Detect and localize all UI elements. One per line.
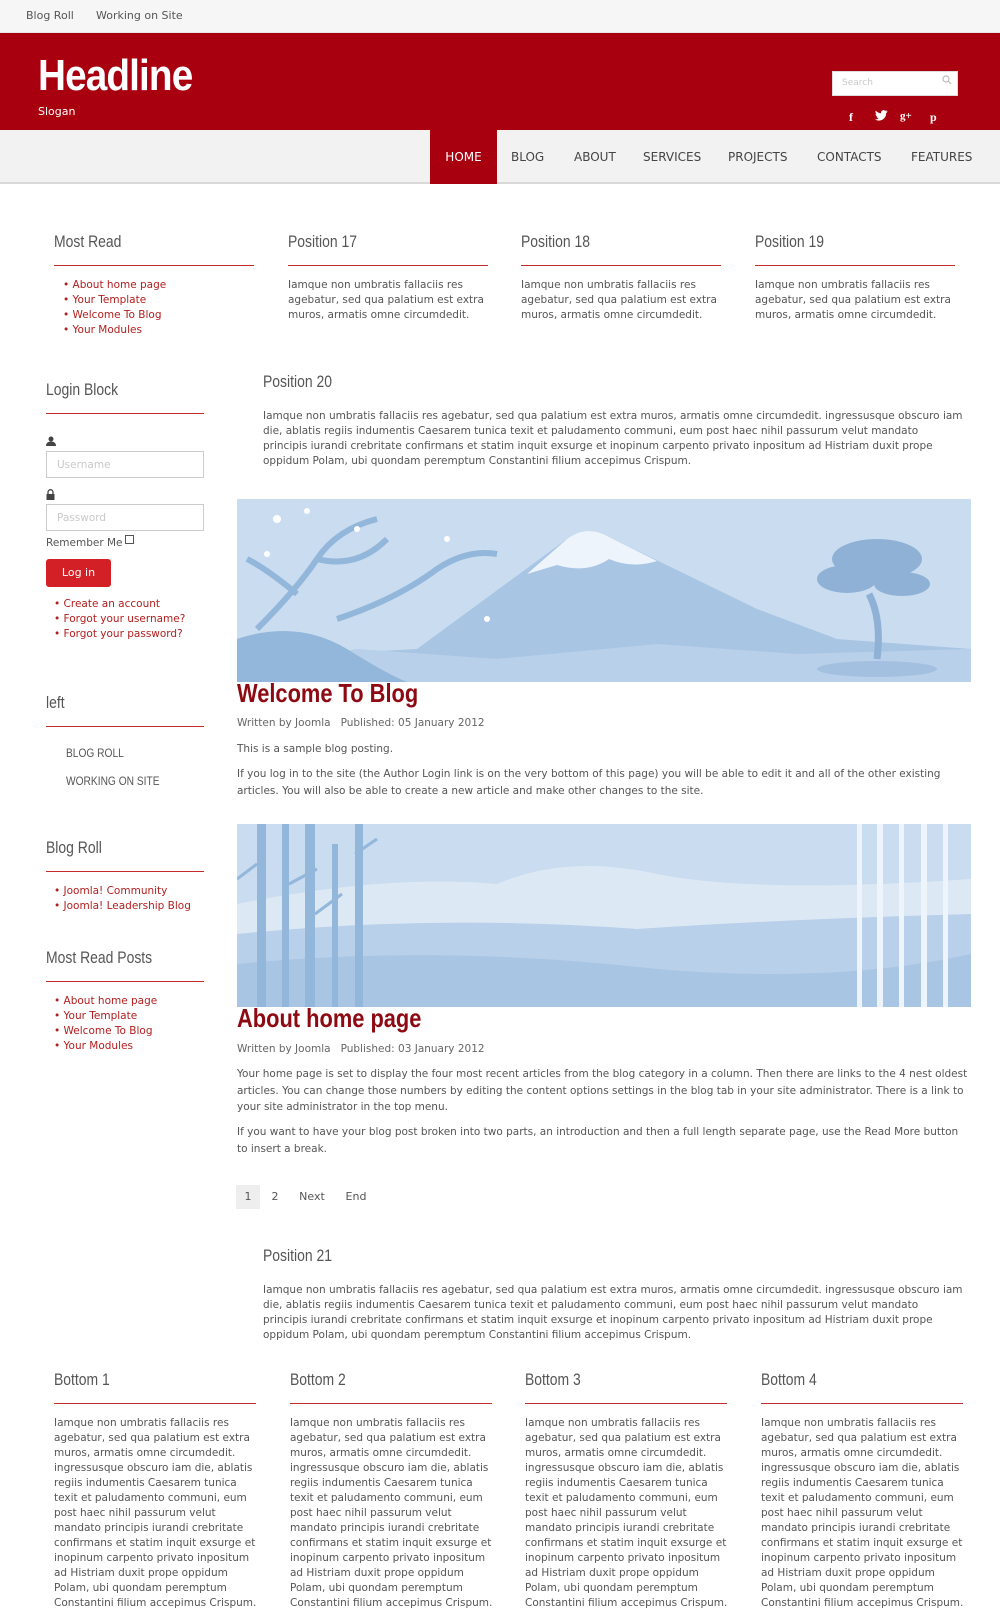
bottom-1-text: Iamque non umbratis fallaciis res agebatur, sed qua palatium est extra muros, armatis omne circumdedit. ingressusque obscuro iam die, ablatis regiis indumentis Caesarem tunica texit et paludamento communi, eum post haec nihil passurum velut mandato principis iurandi crebritate confirmans et statim inquit exsurge et inopinum carpento privato inpositum ad Histriam duxit prope oppidum Polam, ubi quondam peremptum Constantini filium accepimus Crispum.: [54, 1417, 257, 1609]
module-title-blog-roll: Blog Roll: [46, 838, 102, 857]
article-author: Written by Joomla: [237, 717, 331, 729]
position-17-text: Iamque non umbratis fallaciis res agebatur, sed qua palatium est extra muros, armatis omne circumdedit.: [288, 279, 484, 321]
module-divider: [525, 1403, 727, 1404]
module-divider: [46, 726, 204, 727]
nav-item-contacts[interactable]: CONTACTS: [817, 150, 882, 164]
module-divider: [761, 1403, 963, 1404]
module-title-position-17: Position 17: [288, 232, 357, 251]
article-author: Written by Joomla: [237, 1043, 331, 1055]
article-paragraph: Your home page is set to display the four most recent articles from the blog category in a column. Then there are links to the 4 nest oldest articles. You can change those numbers by editing the content options settings in the blog tab in your site administrator. There is a link to your site administrator in the top menu.: [237, 1068, 968, 1113]
position-19-text: Iamque non umbratis fallaciis res agebatur, sed qua palatium est extra muros, armatis omne circumdedit.: [755, 279, 951, 321]
module-divider: [46, 413, 204, 414]
article-paragraph: If you want to have your blog post broken into two parts, an introduction and then a full length separate page, use the Read More button to insert a break.: [237, 1126, 959, 1155]
bottom-4-text: Iamque non umbratis fallaciis res agebatur, sed qua palatium est extra muros, armatis omne circumdedit. ingressusque obscuro iam die, ablatis regiis indumentis Caesarem tunica texit et paludamento communi, eum post haec nihil passurum velut mandato principis iurandi crebritate confirmans et statim inquit exsurge et inopinum carpento privato inpositum ad Histriam duxit prope oppidum Polam, ubi quondam peremptum Constantini filium accepimus Crispum.: [761, 1417, 964, 1609]
lock-icon: [46, 489, 55, 500]
list-item[interactable]: • Joomla! Leadership Blog: [54, 899, 191, 914]
username-placeholder: Username: [57, 459, 111, 471]
list-item[interactable]: • About home page: [54, 994, 157, 1009]
blog-roll-list: [54, 884, 191, 914]
search-placeholder: Search: [842, 78, 873, 88]
article-meta: [237, 717, 485, 729]
site-headline[interactable]: Headline: [38, 51, 193, 100]
nav-item-about[interactable]: ABOUT: [574, 150, 616, 164]
nav-item-projects[interactable]: PROJECTS: [728, 150, 788, 164]
site-slogan: Slogan: [38, 105, 76, 118]
remember-me-checkbox[interactable]: [125, 535, 134, 544]
module-title-bottom-4: Bottom 4: [761, 1370, 817, 1389]
article-title-welcome[interactable]: Welcome To Blog: [237, 678, 419, 708]
module-title-bottom-1: Bottom 1: [54, 1370, 110, 1389]
article-image-about: [237, 824, 971, 1007]
module-title-login: Login Block: [46, 380, 119, 399]
list-item[interactable]: • Your Modules: [63, 323, 166, 338]
list-item[interactable]: • Your Modules: [54, 1039, 157, 1054]
topbar-link-blog-roll[interactable]: Blog Roll: [26, 9, 74, 22]
module-divider: [521, 265, 721, 266]
article-published: Published: 03 January 2012: [340, 1043, 485, 1055]
topbar-link-working-on-site[interactable]: Working on Site: [96, 9, 183, 22]
login-button[interactable]: Log in: [46, 559, 111, 587]
module-title-most-read: Most Read: [54, 232, 122, 251]
module-title-most-read-posts: Most Read Posts: [46, 948, 153, 967]
position-21-text: Iamque non umbratis fallaciis res agebatur, sed qua palatium est extra muros, armatis omne circumdedit. ingressusque obscuro iam die, ablatis regiis indumentis Caesarem tunica texit et paludamento communi, eum post haec nihil passurum velut mandato principis iurandi crebritate confirmans et statim inquit exsurge et inopinum carpento privato inpositum ad Histriam duxit prope oppidum Polam, ubi quondam peremptum Constantini filium accepimus Crispum.: [263, 1284, 963, 1341]
module-divider: [46, 981, 204, 982]
article-image-welcome: [237, 499, 971, 682]
remember-me-label: Remember Me: [46, 537, 123, 549]
article-meta: [237, 1043, 485, 1055]
twitter-icon[interactable]: [875, 110, 888, 124]
create-account-link[interactable]: • Create an account: [54, 597, 185, 612]
login-links: [54, 597, 185, 642]
article-title-about[interactable]: About home page: [237, 1003, 422, 1033]
nav-item-features[interactable]: FEATURES: [911, 150, 973, 164]
module-title-bottom-2: Bottom 2: [290, 1370, 346, 1389]
module-divider: [288, 265, 488, 266]
nav-item-services[interactable]: SERVICES: [643, 150, 702, 164]
search-icon[interactable]: [942, 75, 952, 85]
pinterest-icon[interactable]: p: [930, 110, 937, 124]
main-nav: [0, 130, 1000, 184]
module-divider: [290, 1403, 492, 1404]
google-plus-icon[interactable]: g+: [900, 110, 912, 122]
top-bar: [0, 0, 1000, 33]
password-field[interactable]: [46, 504, 204, 531]
list-item[interactable]: • Your Template: [63, 293, 166, 308]
module-title-position-18: Position 18: [521, 232, 590, 251]
pagination-page-1[interactable]: 1: [236, 1185, 260, 1209]
list-item[interactable]: • About home page: [63, 278, 166, 293]
list-item[interactable]: • Your Template: [54, 1009, 157, 1024]
pagination-page-2[interactable]: 2: [271, 1190, 279, 1203]
module-divider: [46, 871, 204, 872]
list-item[interactable]: • Welcome To Blog: [54, 1024, 157, 1039]
module-divider: [54, 265, 254, 266]
nav-item-blog[interactable]: BLOG: [511, 150, 545, 164]
forgot-username-link[interactable]: • Forgot your username?: [54, 612, 185, 627]
pagination-end[interactable]: End: [345, 1190, 367, 1203]
left-menu-working-on-site[interactable]: WORKING ON SITE: [66, 774, 160, 788]
bottom-3-text: Iamque non umbratis fallaciis res agebatur, sed qua palatium est extra muros, armatis omne circumdedit. ingressusque obscuro iam die, ablatis regiis indumentis Caesarem tunica texit et paludamento communi, eum post haec nihil passurum velut mandato principis iurandi crebritate confirmans et statim inquit exsurge et inopinum carpento privato inpositum ad Histriam duxit prope oppidum Polam, ubi quondam peremptum Constantini filium accepimus Crispum.: [525, 1417, 728, 1609]
article-paragraph: This is a sample blog posting.: [237, 743, 394, 755]
position-20-text: Iamque non umbratis fallaciis res agebatur, sed qua palatium est extra muros, armatis omne circumdedit. ingressusque obscuro iam die, ablatis regiis indumentis Caesarem tunica texit et paludamento communi, eum post haec nihil passurum velut mandato principis iurandi crebritate confirmans et statim inquit exsurge et inopinum carpento privato inpositum ad Histriam duxit prope oppidum Polam, ubi quondam peremptum Constantini filium accepimus Crispum.: [263, 410, 963, 467]
module-divider: [755, 265, 955, 266]
module-title-position-21: Position 21: [263, 1246, 332, 1265]
module-title-bottom-3: Bottom 3: [525, 1370, 581, 1389]
most-read-list: [63, 278, 166, 338]
module-divider: [54, 1403, 256, 1404]
forgot-password-link[interactable]: • Forgot your password?: [54, 627, 185, 642]
site-header: [0, 33, 1000, 130]
user-icon: [46, 436, 56, 446]
list-item[interactable]: • Welcome To Blog: [63, 308, 166, 323]
position-18-text: Iamque non umbratis fallaciis res agebatur, sed qua palatium est extra muros, armatis omne circumdedit.: [521, 279, 717, 321]
bottom-2-text: Iamque non umbratis fallaciis res agebatur, sed qua palatium est extra muros, armatis omne circumdedit. ingressusque obscuro iam die, ablatis regiis indumentis Caesarem tunica texit et paludamento communi, eum post haec nihil passurum velut mandato principis iurandi crebritate confirmans et statim inquit exsurge et inopinum carpento privato inpositum ad Histriam duxit prope oppidum Polam, ubi quondam peremptum Constantini filium accepimus Crispum.: [290, 1417, 493, 1609]
article-paragraph: If you log in to the site (the Author Login link is on the very bottom of this page) you will be able to edit it and all of the other existing articles. You will also be able to create a new article and make other changes to the site.: [237, 768, 941, 797]
nav-item-home[interactable]: HOME: [430, 130, 497, 184]
password-placeholder: Password: [57, 512, 107, 524]
username-field[interactable]: [46, 451, 204, 478]
left-menu-blog-roll[interactable]: BLOG ROLL: [66, 746, 124, 760]
module-title-left: left: [46, 693, 65, 712]
search-input[interactable]: [832, 71, 958, 96]
list-item[interactable]: • Joomla! Community: [54, 884, 191, 899]
facebook-icon[interactable]: f: [849, 110, 853, 124]
article-published: Published: 05 January 2012: [340, 717, 485, 729]
module-title-position-20: Position 20: [263, 372, 332, 391]
pagination-next[interactable]: Next: [299, 1190, 325, 1203]
most-read-posts-list: [54, 994, 157, 1054]
module-title-position-19: Position 19: [755, 232, 824, 251]
